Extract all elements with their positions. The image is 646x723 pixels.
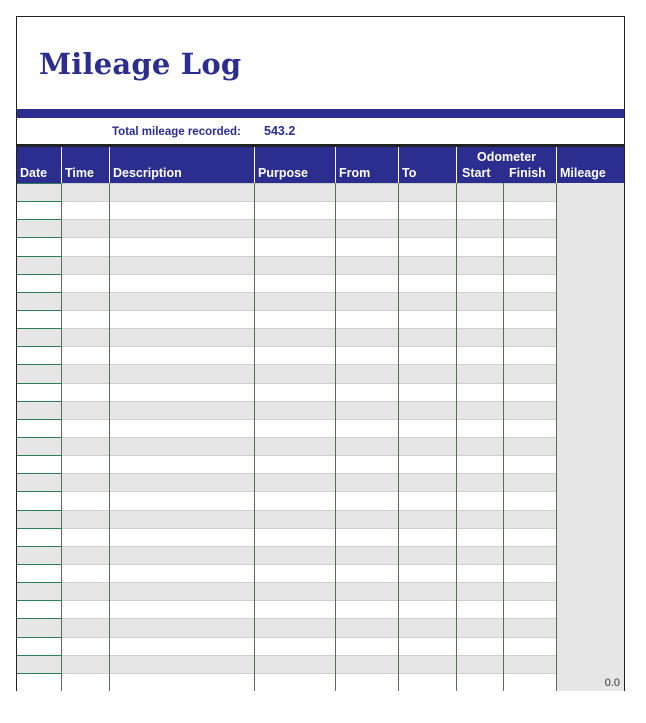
- column-divider: [556, 183, 557, 691]
- header-from: From: [336, 147, 399, 183]
- column-divider: [109, 183, 110, 691]
- column-divider: [335, 183, 336, 691]
- date-row-divider: [17, 618, 61, 619]
- mileage-total: 0.0: [604, 677, 620, 689]
- date-row-divider: [17, 328, 61, 329]
- date-row-divider: [17, 237, 61, 238]
- header-odometer-start: Start: [462, 166, 491, 180]
- header-to: To: [399, 147, 457, 183]
- date-row-divider: [17, 510, 61, 511]
- date-row-divider: [17, 274, 61, 275]
- date-row-divider: [17, 364, 61, 365]
- date-row-divider: [17, 564, 61, 565]
- header-description: Description: [110, 147, 255, 183]
- date-row-divider: [17, 600, 61, 601]
- date-row-divider: [17, 655, 61, 656]
- mileage-column: [557, 183, 624, 691]
- date-row-divider: [17, 383, 61, 384]
- date-row-divider: [17, 346, 61, 347]
- date-row-divider: [17, 528, 61, 529]
- title-area: [17, 16, 624, 110]
- date-row-divider: [17, 546, 61, 547]
- log-table-body: [17, 183, 624, 691]
- date-row-divider: [17, 455, 61, 456]
- date-row-divider: [17, 401, 61, 402]
- date-row-divider: [17, 491, 61, 492]
- header-mileage: Mileage: [560, 166, 606, 180]
- date-row-divider: [17, 473, 61, 474]
- column-divider: [61, 183, 62, 691]
- total-mileage-value: 543.2: [264, 124, 296, 138]
- date-row-divider: [17, 582, 61, 583]
- date-row-divider: [17, 310, 61, 311]
- date-row-divider: [17, 419, 61, 420]
- date-row-divider: [17, 256, 61, 257]
- header-purpose: Purpose: [255, 147, 336, 183]
- header-date: Date: [17, 147, 62, 183]
- column-divider: [254, 183, 255, 691]
- header-odometer-finish: Finish: [509, 166, 546, 180]
- page-title: Mileage Log: [39, 47, 242, 81]
- date-row-divider: [17, 201, 61, 202]
- date-row-divider: [17, 673, 61, 674]
- header-time: Time: [62, 147, 110, 183]
- header-odometer: [457, 147, 557, 183]
- date-row-divider: [17, 183, 61, 184]
- date-row-divider: [17, 219, 61, 220]
- table-header: [17, 147, 624, 183]
- column-divider: [456, 183, 457, 691]
- column-divider: [398, 183, 399, 691]
- summary-row: [17, 118, 624, 147]
- mileage-log-sheet: [16, 16, 625, 691]
- date-row-divider: [17, 437, 61, 438]
- date-row-divider: [17, 292, 61, 293]
- header-odometer-label: Odometer: [476, 150, 537, 164]
- title-divider-bar: [17, 109, 624, 118]
- total-mileage-label: Total mileage recorded:: [112, 126, 241, 138]
- column-divider: [503, 183, 504, 691]
- date-row-divider: [17, 637, 61, 638]
